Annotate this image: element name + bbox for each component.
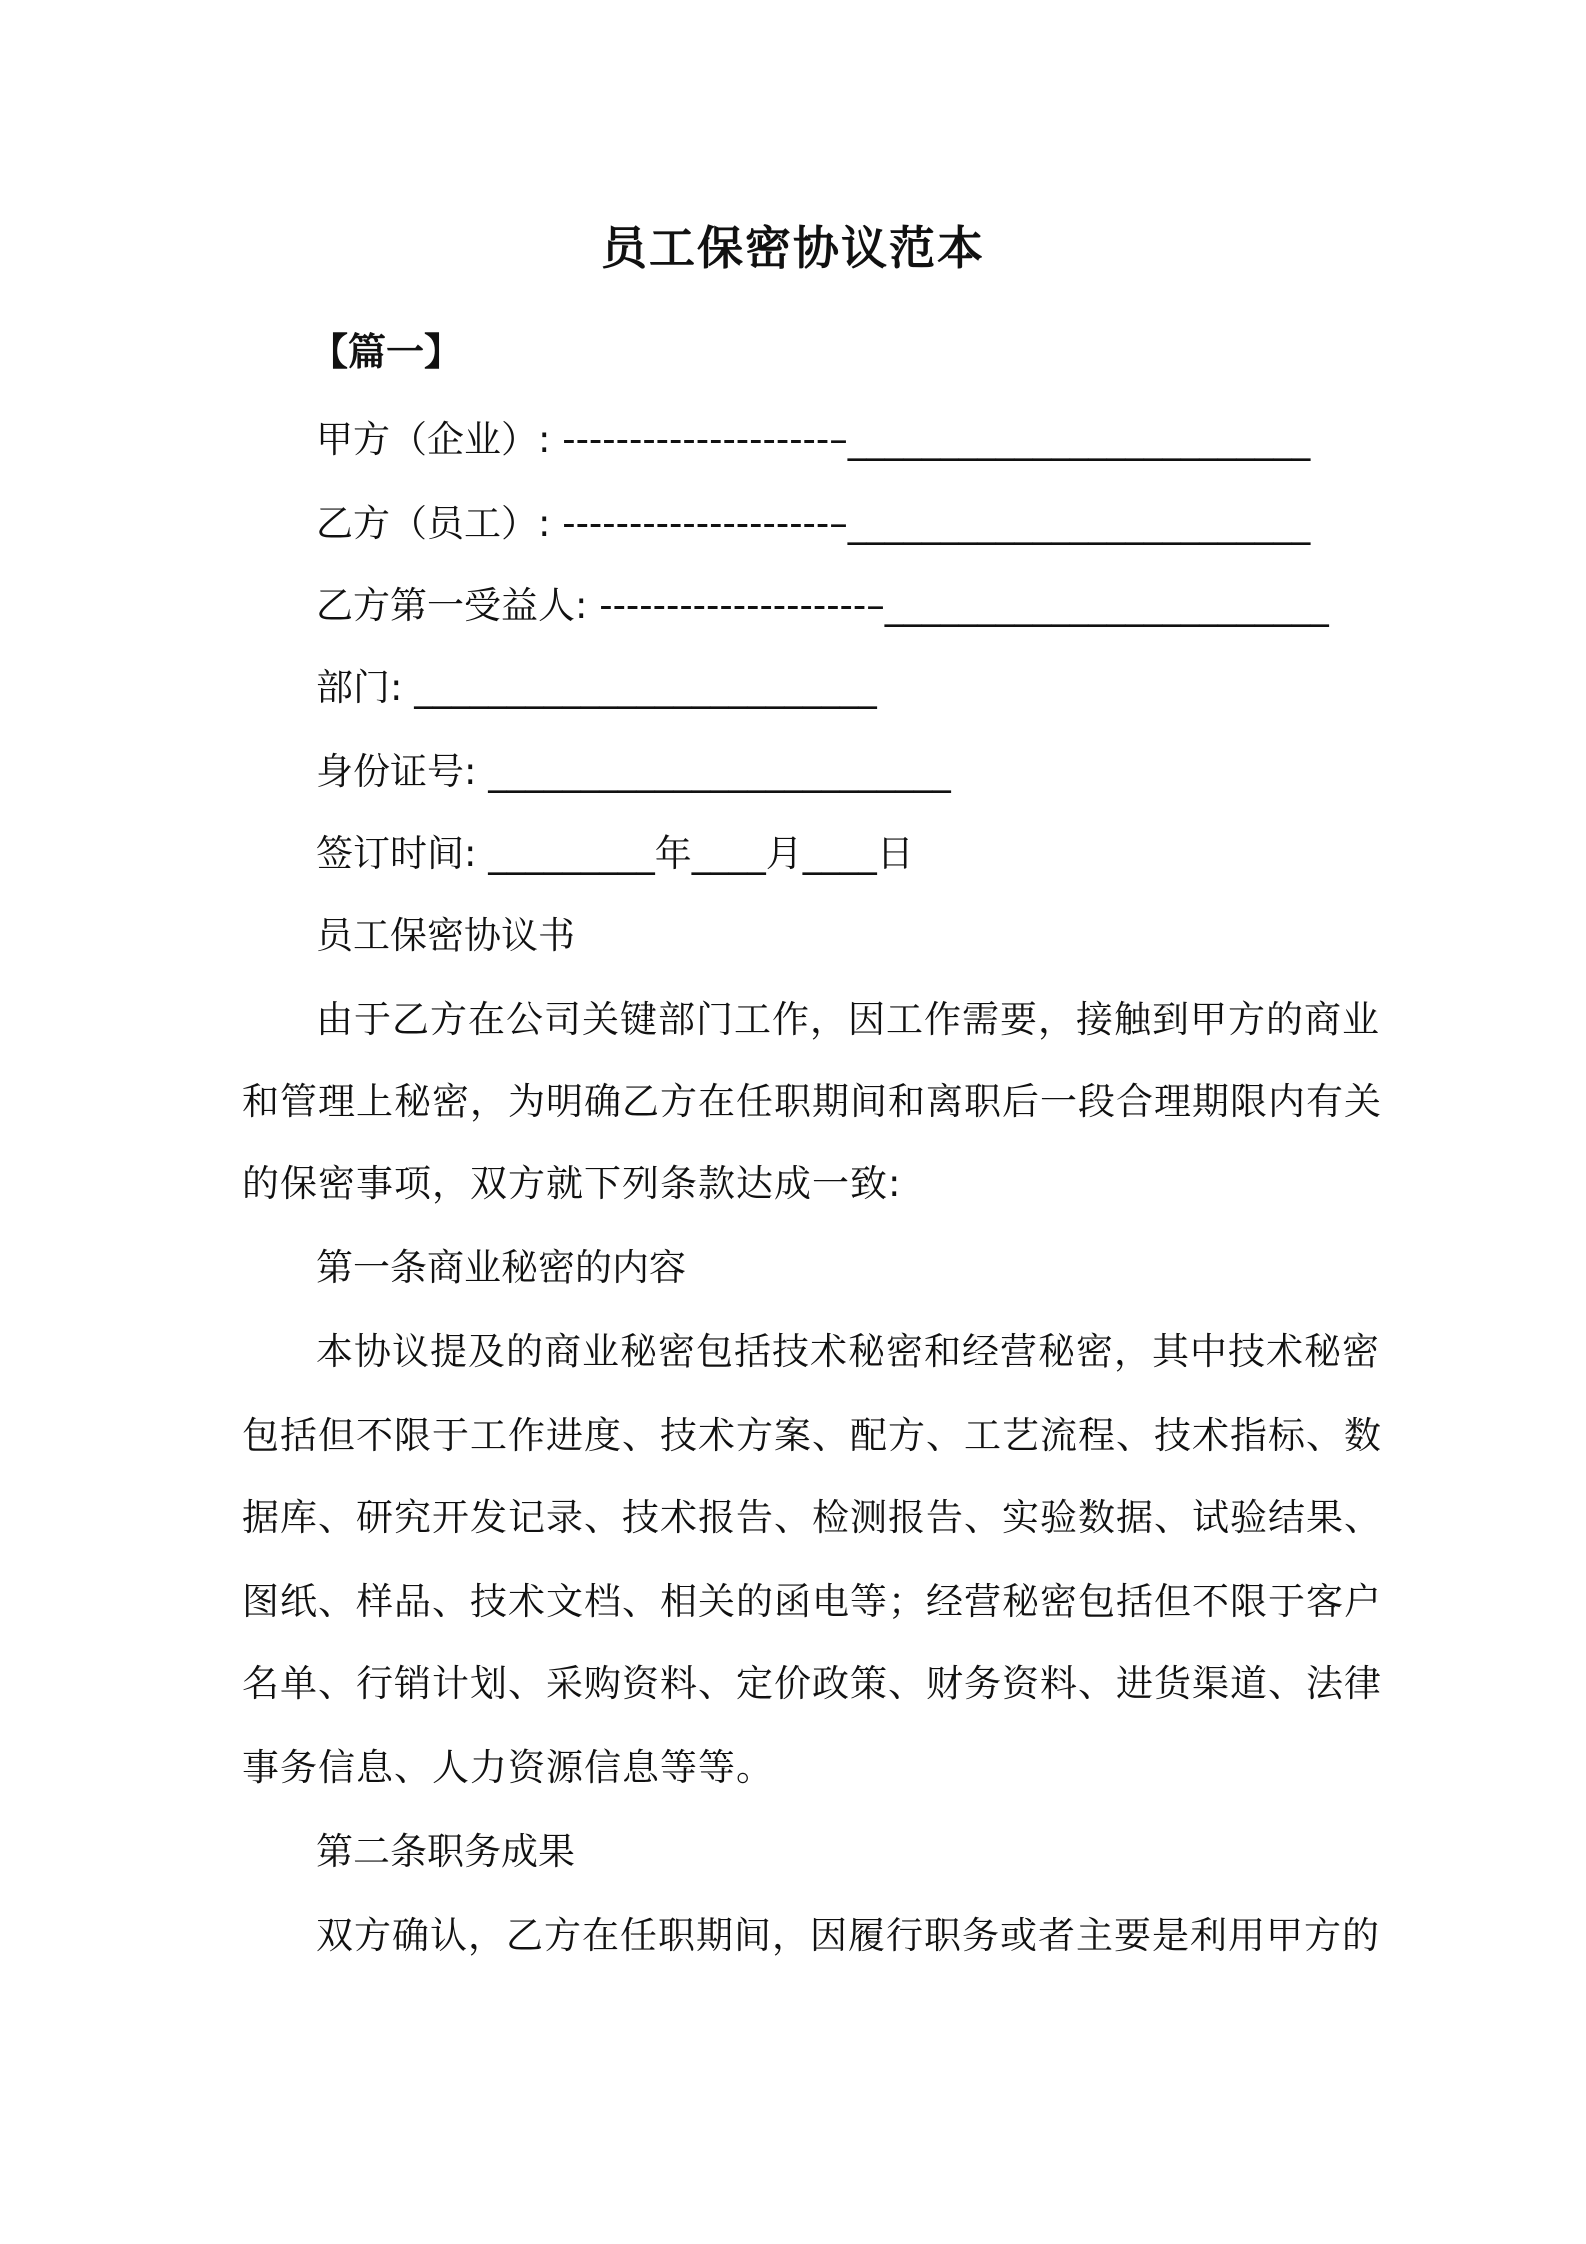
article1-line: 本协议提及的商业秘密包括技术秘密和经营秘密，其中技术秘密 <box>316 1330 1380 1373</box>
field-department: 部门: _________________________ <box>316 666 877 709</box>
field-party-b: 乙方（员工）: --------------------–_________________________ <box>316 502 1311 545</box>
article1-line: 据库、研究开发记录、技术报告、检测报告、实验数据、试验结果、 <box>242 1496 1382 1539</box>
article1-line: 名单、行销计划、采购资料、定价政策、财务资料、进货渠道、法律 <box>242 1662 1382 1705</box>
paragraph1-line: 和管理上秘密，为明确乙方在任职期间和离职后一段合理期限内有关 <box>242 1080 1382 1123</box>
document-title: 员工保密协议范本 <box>601 221 985 275</box>
article1-heading: 第一条商业秘密的内容 <box>316 1246 686 1289</box>
field-id-number: 身份证号: _________________________ <box>316 750 951 793</box>
article1-line: 图纸、样品、技术文档、相关的函电等；经营秘密包括但不限于客户 <box>242 1580 1382 1623</box>
article2-heading: 第二条职务成果 <box>316 1830 575 1873</box>
document-subtitle: 员工保密协议书 <box>316 914 575 957</box>
field-sign-date: 签订时间: _________年____月____日 <box>316 832 914 875</box>
article2-line: 双方确认，乙方在任职期间，因履行职务或者主要是利用甲方的 <box>316 1914 1380 1957</box>
field-beneficiary: 乙方第一受益人: --------------------–________________________ <box>316 584 1329 627</box>
paragraph1-line: 由于乙方在公司关键部门工作，因工作需要，接触到甲方的商业 <box>316 998 1380 1041</box>
field-party-a: 甲方（企业）: --------------------–_________________________ <box>316 418 1311 461</box>
article1-line: 包括但不限于工作进度、技术方案、配方、工艺流程、技术指标、数 <box>242 1414 1382 1457</box>
article1-line: 事务信息、人力资源信息等等。 <box>242 1746 774 1789</box>
section-tag: 【篇一】 <box>310 330 463 374</box>
paragraph1-line: 的保密事项，双方就下列条款达成一致: <box>242 1162 902 1205</box>
